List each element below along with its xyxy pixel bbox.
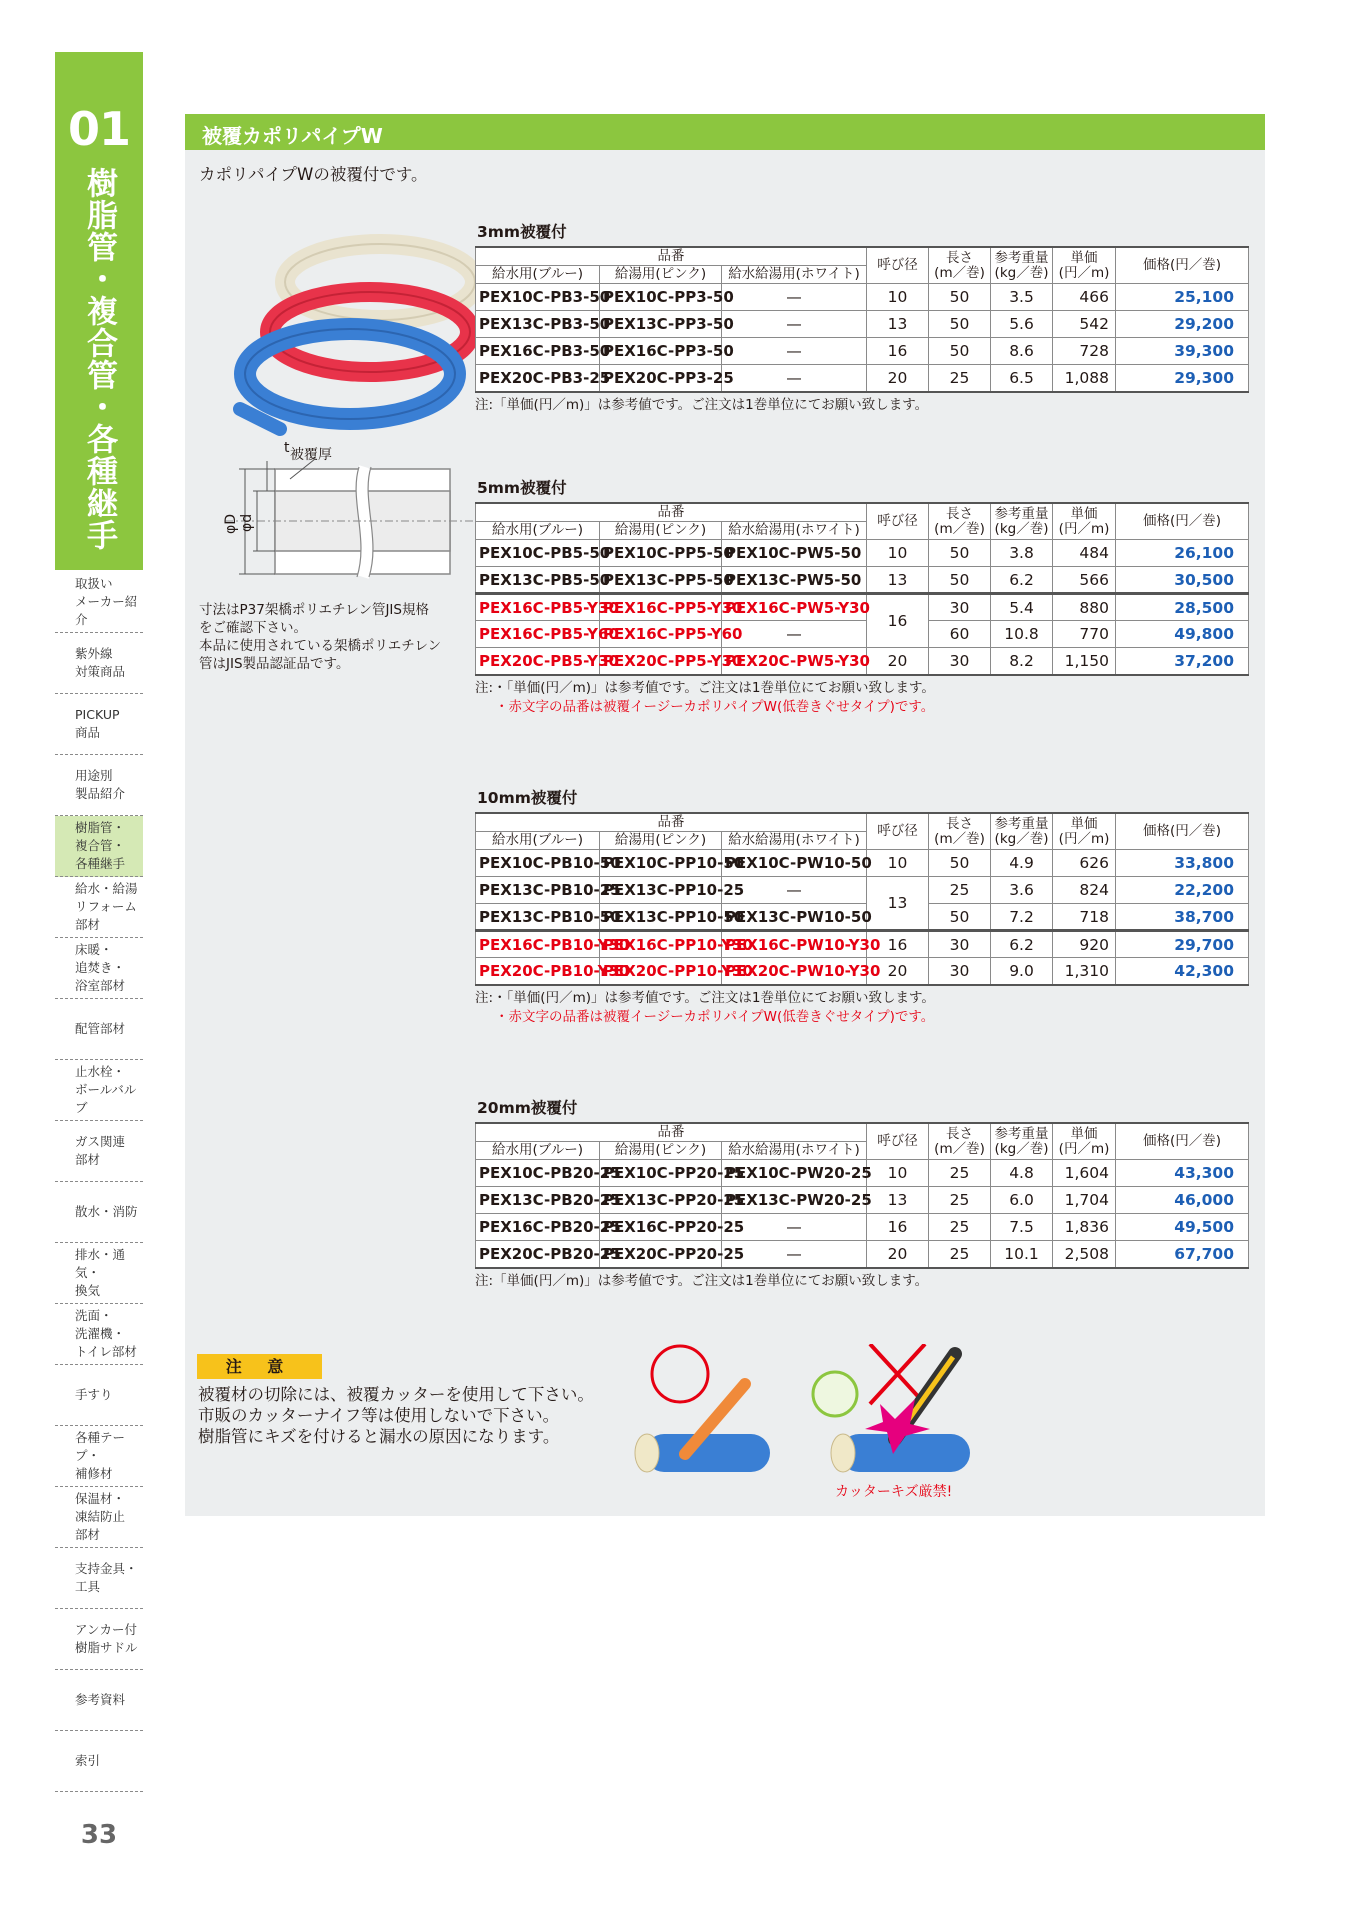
side-nav-item[interactable] xyxy=(55,877,143,938)
table-row xyxy=(476,338,1249,365)
caution-label: 注 意 xyxy=(197,1354,322,1379)
header-row xyxy=(476,247,1249,266)
product-code-white: — xyxy=(722,365,867,392)
column-header-pink: 給湯用(ピンク) xyxy=(600,522,722,540)
product-code-blue: PEX13C-PB10-25 xyxy=(476,877,600,904)
table-note-red: ・赤文字の品番は被覆イージーカポリパイプW(低巻きぐせタイプ)です。 xyxy=(495,698,935,715)
table-block-3mm xyxy=(475,220,1260,415)
column-header-blue: 給水用(ブルー) xyxy=(476,522,600,540)
side-nav-item[interactable] xyxy=(55,755,143,816)
table-note-red: ・赤文字の品番は被覆イージーカポリパイプW(低巻きぐせタイプ)です。 xyxy=(495,1008,935,1025)
side-nav-label: PICKUP 商品 xyxy=(75,707,120,740)
table-title: 20mm被覆付 xyxy=(477,1099,578,1117)
table-note xyxy=(475,989,1260,1027)
weight-cell: 3.5 xyxy=(991,284,1053,311)
unit-price-cell: 1,088 xyxy=(1053,365,1116,392)
header-row xyxy=(476,813,1249,832)
table-row xyxy=(476,850,1249,877)
side-nav-label: 樹脂管・ 複合管・ 各種継手 xyxy=(75,820,126,871)
unit-price-cell: 484 xyxy=(1053,540,1116,567)
nominal-size: 16 xyxy=(867,338,929,365)
product-code-blue: PEX16C-PB10-Y30 xyxy=(476,931,600,958)
weight-cell: 3.6 xyxy=(991,877,1053,904)
dimension-label-D: φD xyxy=(223,513,239,534)
product-code-pink: PEX16C-PP5-Y60 xyxy=(600,621,722,648)
length-cell: 30 xyxy=(929,594,991,621)
table-row xyxy=(476,1187,1249,1214)
length-cell: 50 xyxy=(929,540,991,567)
weight-cell: 6.5 xyxy=(991,365,1053,392)
side-nav-item[interactable] xyxy=(55,1121,143,1182)
table-row xyxy=(476,311,1249,338)
weight-cell: 4.8 xyxy=(991,1160,1053,1187)
product-code-pink: PEX16C-PP5-Y30 xyxy=(600,594,722,621)
column-header-white: 給水給湯用(ホワイト) xyxy=(722,1142,867,1160)
table-note xyxy=(475,679,1260,717)
side-nav-label: 取扱い メーカー紹介 xyxy=(75,576,138,627)
column-header-white: 給水給湯用(ホワイト) xyxy=(722,266,867,284)
product-code-pink: PEX10C-PP5-50 xyxy=(600,540,722,567)
table-title: 10mm被覆付 xyxy=(477,789,578,807)
length-cell: 30 xyxy=(929,931,991,958)
side-nav-item[interactable] xyxy=(55,1426,143,1487)
table-row xyxy=(476,1160,1249,1187)
product-code-white: PEX20C-PW5-Y30 xyxy=(722,648,867,675)
product-code-white: PEX10C-PW20-25 xyxy=(722,1160,867,1187)
weight-cell: 7.5 xyxy=(991,1214,1053,1241)
table-row xyxy=(476,540,1249,567)
column-header-hinban: 品番 xyxy=(476,247,867,266)
column-header-white: 給水給湯用(ホワイト) xyxy=(722,832,867,850)
table-note xyxy=(475,1272,1260,1291)
side-nav-item[interactable] xyxy=(55,1365,143,1426)
table-row xyxy=(476,284,1249,311)
nominal-size: 20 xyxy=(867,365,929,392)
product-code-white: — xyxy=(722,284,867,311)
section-title: 被覆カポリパイプW xyxy=(202,124,383,148)
product-code-white: — xyxy=(722,338,867,365)
side-nav-label: 保温材・ 凍結防止 部材 xyxy=(75,1491,126,1542)
table-row xyxy=(476,621,1249,648)
column-header-hinban: 品番 xyxy=(476,503,867,522)
price-cell: 26,100 xyxy=(1116,540,1249,567)
price-cell: 22,200 xyxy=(1116,877,1249,904)
product-code-blue: PEX13C-PB20-25 xyxy=(476,1187,600,1214)
product-code-pink: PEX13C-PP10-50 xyxy=(600,904,722,931)
product-code-blue: PEX20C-PB20-25 xyxy=(476,1241,600,1268)
column-header-price: 価格(円／巻) xyxy=(1116,813,1249,850)
table-row xyxy=(476,877,1249,904)
weight-cell: 7.2 xyxy=(991,904,1053,931)
table-row xyxy=(476,567,1249,594)
product-code-blue: PEX13C-PB5-50 xyxy=(476,567,600,594)
length-cell: 50 xyxy=(929,850,991,877)
length-cell: 25 xyxy=(929,1187,991,1214)
column-header-white: 給水給湯用(ホワイト) xyxy=(722,522,867,540)
side-nav-item[interactable] xyxy=(55,1182,143,1243)
weight-cell: 6.2 xyxy=(991,567,1053,594)
product-code-blue: PEX10C-PB5-50 xyxy=(476,540,600,567)
column-header-hinban: 品番 xyxy=(476,1123,867,1142)
product-code-blue: PEX13C-PB10-50 xyxy=(476,904,600,931)
product-code-blue: PEX10C-PB10-50 xyxy=(476,850,600,877)
column-header-length: 長さ (m／巻) xyxy=(929,503,991,540)
weight-cell: 10.8 xyxy=(991,621,1053,648)
header-row xyxy=(476,1123,1249,1142)
price-cell: 29,300 xyxy=(1116,365,1249,392)
weight-cell: 8.2 xyxy=(991,648,1053,675)
product-code-white: PEX13C-PW10-50 xyxy=(722,904,867,931)
weight-cell: 8.6 xyxy=(991,338,1053,365)
table-note-text: 注:「単価(円／m)」は参考値です。ご注文は1巻単位にてお願い致します。 xyxy=(475,396,929,413)
side-nav-label: 洗面・ 洗濯機・ トイレ部材 xyxy=(75,1308,137,1359)
table-block-5mm xyxy=(475,476,1260,717)
side-nav-item[interactable] xyxy=(55,1243,143,1304)
length-cell: 60 xyxy=(929,621,991,648)
table-title: 5mm被覆付 xyxy=(477,479,567,497)
side-nav-label: 配管部材 xyxy=(75,1021,126,1036)
length-cell: 25 xyxy=(929,1214,991,1241)
price-cell: 42,300 xyxy=(1116,958,1249,985)
product-code-blue: PEX16C-PB20-25 xyxy=(476,1214,600,1241)
product-code-blue: PEX10C-PB3-50 xyxy=(476,284,600,311)
pipe-coils-image xyxy=(210,224,500,439)
unit-price-cell: 718 xyxy=(1053,904,1116,931)
product-code-pink: PEX10C-PP10-50 xyxy=(600,850,722,877)
length-cell: 25 xyxy=(929,1160,991,1187)
side-nav-item[interactable] xyxy=(55,816,143,877)
product-code-pink: PEX10C-PP20-25 xyxy=(600,1160,722,1187)
product-code-white: — xyxy=(722,1241,867,1268)
product-code-blue: PEX20C-PB5-Y30 xyxy=(476,648,600,675)
product-code-blue: PEX20C-PB10-Y30 xyxy=(476,958,600,985)
cutter-warning-text: カッターキズ厳禁! xyxy=(835,1484,953,1500)
column-header-size: 呼び径 xyxy=(867,1123,929,1160)
nominal-size: 10 xyxy=(867,540,929,567)
price-cell: 46,000 xyxy=(1116,1187,1249,1214)
product-code-pink: PEX16C-PP20-25 xyxy=(600,1214,722,1241)
table-note xyxy=(475,396,1260,415)
table-row xyxy=(476,958,1249,985)
product-code-pink: PEX20C-PP10-Y30 xyxy=(600,958,722,985)
side-nav-label: 給水・給湯 リフォーム 部材 xyxy=(75,881,138,932)
length-cell: 50 xyxy=(929,904,991,931)
pipe-dimension-diagram xyxy=(195,439,505,589)
price-table xyxy=(475,246,1249,393)
column-header-size: 呼び径 xyxy=(867,813,929,850)
product-code-white: PEX16C-PW10-Y30 xyxy=(722,931,867,958)
product-code-pink: PEX13C-PP3-50 xyxy=(600,311,722,338)
column-header-pink: 給湯用(ピンク) xyxy=(600,832,722,850)
side-index-nav xyxy=(55,572,143,1792)
product-code-pink: PEX20C-PP3-25 xyxy=(600,365,722,392)
side-nav-label: 索引 xyxy=(75,1753,101,1768)
nominal-size: 13 xyxy=(867,877,929,931)
table-row xyxy=(476,931,1249,958)
caution-text: 被覆材の切除には、被覆カッターを使用して下さい。 市販のカッターナイフ等は使用しないで下さい。 樹脂管にキズを付けると漏水の原因になります。 xyxy=(198,1385,594,1446)
price-cell: 30,500 xyxy=(1116,567,1249,594)
side-nav-item[interactable] xyxy=(55,633,143,694)
product-code-white: — xyxy=(722,877,867,904)
table-note-text: 注:「単価(円／m)」は参考値です。ご注文は1巻単位にてお願い致します。 xyxy=(475,1272,929,1289)
price-cell: 33,800 xyxy=(1116,850,1249,877)
price-table xyxy=(475,502,1249,676)
nominal-size: 20 xyxy=(867,958,929,985)
product-code-pink: PEX10C-PP3-50 xyxy=(600,284,722,311)
column-header-unit: 単価 (円／m) xyxy=(1053,247,1116,284)
side-nav-item[interactable] xyxy=(55,1548,143,1609)
nominal-size: 16 xyxy=(867,594,929,648)
nominal-size: 16 xyxy=(867,1214,929,1241)
table-title: 3mm被覆付 xyxy=(477,223,567,241)
unit-price-cell: 466 xyxy=(1053,284,1116,311)
unit-price-cell: 1,150 xyxy=(1053,648,1116,675)
side-nav-item[interactable] xyxy=(55,1731,143,1792)
chapter-title: 樹脂管・複合管・各種継手 xyxy=(81,167,117,551)
length-cell: 50 xyxy=(929,311,991,338)
length-cell: 50 xyxy=(929,284,991,311)
column-header-blue: 給水用(ブルー) xyxy=(476,266,600,284)
unit-price-cell: 920 xyxy=(1053,931,1116,958)
column-header-unit: 単価 (円／m) xyxy=(1053,813,1116,850)
price-cell: 39,300 xyxy=(1116,338,1249,365)
product-code-blue: PEX16C-PB3-50 xyxy=(476,338,600,365)
table-row xyxy=(476,365,1249,392)
unit-price-cell: 880 xyxy=(1053,594,1116,621)
column-header-weight: 参考重量 (kg／巻) xyxy=(991,813,1053,850)
unit-price-cell: 626 xyxy=(1053,850,1116,877)
weight-cell: 5.6 xyxy=(991,311,1053,338)
nominal-size: 13 xyxy=(867,567,929,594)
column-header-length: 長さ (m／巻) xyxy=(929,813,991,850)
column-header-unit: 単価 (円／m) xyxy=(1053,1123,1116,1160)
side-nav-label: 紫外線 対策商品 xyxy=(75,646,126,679)
column-header-pink: 給湯用(ピンク) xyxy=(600,1142,722,1160)
product-code-pink: PEX20C-PP20-25 xyxy=(600,1241,722,1268)
unit-price-cell: 542 xyxy=(1053,311,1116,338)
side-nav-item[interactable] xyxy=(55,999,143,1060)
length-cell: 30 xyxy=(929,648,991,675)
product-panel xyxy=(185,114,1265,1516)
unit-price-cell: 728 xyxy=(1053,338,1116,365)
unit-price-cell: 2,508 xyxy=(1053,1241,1116,1268)
table-row xyxy=(476,594,1249,621)
product-code-pink: PEX16C-PP10-Y30 xyxy=(600,931,722,958)
product-code-blue: PEX16C-PB5-Y60 xyxy=(476,621,600,648)
product-code-pink: PEX20C-PP5-Y30 xyxy=(600,648,722,675)
weight-cell: 6.0 xyxy=(991,1187,1053,1214)
price-cell: 43,300 xyxy=(1116,1160,1249,1187)
side-nav-item[interactable] xyxy=(55,1487,143,1548)
weight-cell: 6.2 xyxy=(991,931,1053,958)
product-code-white: PEX10C-PW5-50 xyxy=(722,540,867,567)
product-code-blue: PEX13C-PB3-50 xyxy=(476,311,600,338)
thickness-label: 被覆厚 xyxy=(290,447,332,463)
side-nav-label: 散水・消防 xyxy=(75,1204,138,1219)
length-cell: 25 xyxy=(929,877,991,904)
column-header-pink: 給湯用(ピンク) xyxy=(600,266,722,284)
side-nav-item[interactable] xyxy=(55,1060,143,1121)
column-header-blue: 給水用(ブルー) xyxy=(476,832,600,850)
column-header-length: 長さ (m／巻) xyxy=(929,1123,991,1160)
column-header-unit: 単価 (円／m) xyxy=(1053,503,1116,540)
table-block-20mm xyxy=(475,1096,1260,1291)
section-header xyxy=(185,114,1265,150)
product-code-white: PEX13C-PW5-50 xyxy=(722,567,867,594)
nominal-size: 16 xyxy=(867,931,929,958)
table-row xyxy=(476,1241,1249,1268)
column-header-weight: 参考重量 (kg／巻) xyxy=(991,503,1053,540)
nominal-size: 10 xyxy=(867,850,929,877)
nominal-size: 10 xyxy=(867,284,929,311)
unit-price-cell: 1,310 xyxy=(1053,958,1116,985)
dimension-label-t: t xyxy=(284,440,290,456)
side-nav-label: 止水栓・ ボールバルブ xyxy=(75,1064,137,1115)
weight-cell: 10.1 xyxy=(991,1241,1053,1268)
unit-price-cell: 824 xyxy=(1053,877,1116,904)
price-cell: 38,700 xyxy=(1116,904,1249,931)
length-cell: 25 xyxy=(929,365,991,392)
table-row xyxy=(476,904,1249,931)
side-nav-item[interactable] xyxy=(55,1609,143,1670)
table-block-10mm xyxy=(475,786,1260,1027)
table-note-text: 注:・「単価(円／m)」は参考値です。ご注文は1巻単位にてお願い致します。 xyxy=(475,679,935,696)
product-code-white: — xyxy=(722,311,867,338)
product-code-blue: PEX20C-PB3-25 xyxy=(476,365,600,392)
price-cell: 49,800 xyxy=(1116,621,1249,648)
column-header-size: 呼び径 xyxy=(867,247,929,284)
column-header-price: 価格(円／巻) xyxy=(1116,247,1249,284)
side-nav-label: 各種テープ・ 補修材 xyxy=(75,1430,126,1481)
unit-price-cell: 1,836 xyxy=(1053,1214,1116,1241)
page-number: 33 xyxy=(80,1820,118,1850)
nominal-size: 13 xyxy=(867,311,929,338)
side-nav-label: アンカー付 樹脂サドル xyxy=(75,1622,138,1655)
diagram-note: 寸法はP37架橋ポリエチレン管JIS規格 をご確認下さい。 本品に使用されている架橋ポリエチレン 管はJIS製品認証品です。 xyxy=(199,602,442,672)
price-table xyxy=(475,812,1249,986)
column-header-price: 価格(円／巻) xyxy=(1116,503,1249,540)
product-code-pink: PEX13C-PP5-50 xyxy=(600,567,722,594)
column-header-hinban: 品番 xyxy=(476,813,867,832)
product-code-white: PEX10C-PW10-50 xyxy=(722,850,867,877)
unit-price-cell: 770 xyxy=(1053,621,1116,648)
product-code-pink: PEX13C-PP20-25 xyxy=(600,1187,722,1214)
side-nav-item[interactable] xyxy=(55,694,143,755)
product-code-white: — xyxy=(722,621,867,648)
unit-price-cell: 566 xyxy=(1053,567,1116,594)
length-cell: 50 xyxy=(929,338,991,365)
side-nav-label: 排水・通気・ 換気 xyxy=(75,1247,126,1298)
section-description: カポリパイプWの被覆付です。 xyxy=(199,165,428,184)
side-nav-item[interactable] xyxy=(55,1304,143,1365)
side-nav-label: 用途別 製品紹介 xyxy=(75,768,126,801)
nominal-size: 13 xyxy=(867,1187,929,1214)
column-header-price: 価格(円／巻) xyxy=(1116,1123,1249,1160)
product-code-pink: PEX16C-PP3-50 xyxy=(600,338,722,365)
product-code-white: — xyxy=(722,1214,867,1241)
header-row xyxy=(476,503,1249,522)
price-cell: 25,100 xyxy=(1116,284,1249,311)
weight-cell: 9.0 xyxy=(991,958,1053,985)
product-code-pink: PEX13C-PP10-25 xyxy=(600,877,722,904)
product-code-blue: PEX10C-PB20-25 xyxy=(476,1160,600,1187)
product-code-blue: PEX16C-PB5-Y30 xyxy=(476,594,600,621)
weight-cell: 3.8 xyxy=(991,540,1053,567)
column-header-size: 呼び径 xyxy=(867,503,929,540)
side-nav-label: ガス関連 部材 xyxy=(75,1134,126,1167)
product-code-white: PEX13C-PW20-25 xyxy=(722,1187,867,1214)
column-header-blue: 給水用(ブルー) xyxy=(476,1142,600,1160)
side-nav-label: 床暖・ 追焚き・ 浴室部材 xyxy=(75,942,126,993)
length-cell: 30 xyxy=(929,958,991,985)
price-cell: 37,200 xyxy=(1116,648,1249,675)
price-cell: 29,200 xyxy=(1116,311,1249,338)
dimension-label-d: φd xyxy=(239,513,255,532)
unit-price-cell: 1,704 xyxy=(1053,1187,1116,1214)
table-note-text: 注:・「単価(円／m)」は参考値です。ご注文は1巻単位にてお願い致します。 xyxy=(475,989,935,1006)
price-table xyxy=(475,1122,1249,1269)
side-nav-label: 支持金具・ 工具 xyxy=(75,1561,138,1594)
length-cell: 50 xyxy=(929,567,991,594)
side-nav-item[interactable] xyxy=(55,938,143,999)
chapter-number: 01 xyxy=(67,102,130,156)
unit-price-cell: 1,604 xyxy=(1053,1160,1116,1187)
side-nav-label: 手すり xyxy=(75,1387,113,1402)
price-cell: 28,500 xyxy=(1116,594,1249,621)
chapter-tab xyxy=(55,52,143,570)
nominal-size: 20 xyxy=(867,1241,929,1268)
table-row xyxy=(476,648,1249,675)
side-nav-item[interactable] xyxy=(55,572,143,633)
price-cell: 67,700 xyxy=(1116,1241,1249,1268)
price-cell: 29,700 xyxy=(1116,931,1249,958)
price-cell: 49,500 xyxy=(1116,1214,1249,1241)
side-nav-item[interactable] xyxy=(55,1670,143,1731)
side-nav-label: 参考資料 xyxy=(75,1692,126,1707)
weight-cell: 5.4 xyxy=(991,594,1053,621)
nominal-size: 20 xyxy=(867,648,929,675)
nominal-size: 10 xyxy=(867,1160,929,1187)
column-header-length: 長さ (m／巻) xyxy=(929,247,991,284)
column-header-weight: 参考重量 (kg／巻) xyxy=(991,1123,1053,1160)
length-cell: 25 xyxy=(929,1241,991,1268)
cutter-caution-illustration xyxy=(625,1344,1045,1504)
weight-cell: 4.9 xyxy=(991,850,1053,877)
product-code-white: PEX16C-PW5-Y30 xyxy=(722,594,867,621)
column-header-weight: 参考重量 (kg／巻) xyxy=(991,247,1053,284)
product-code-white: PEX20C-PW10-Y30 xyxy=(722,958,867,985)
table-row xyxy=(476,1214,1249,1241)
